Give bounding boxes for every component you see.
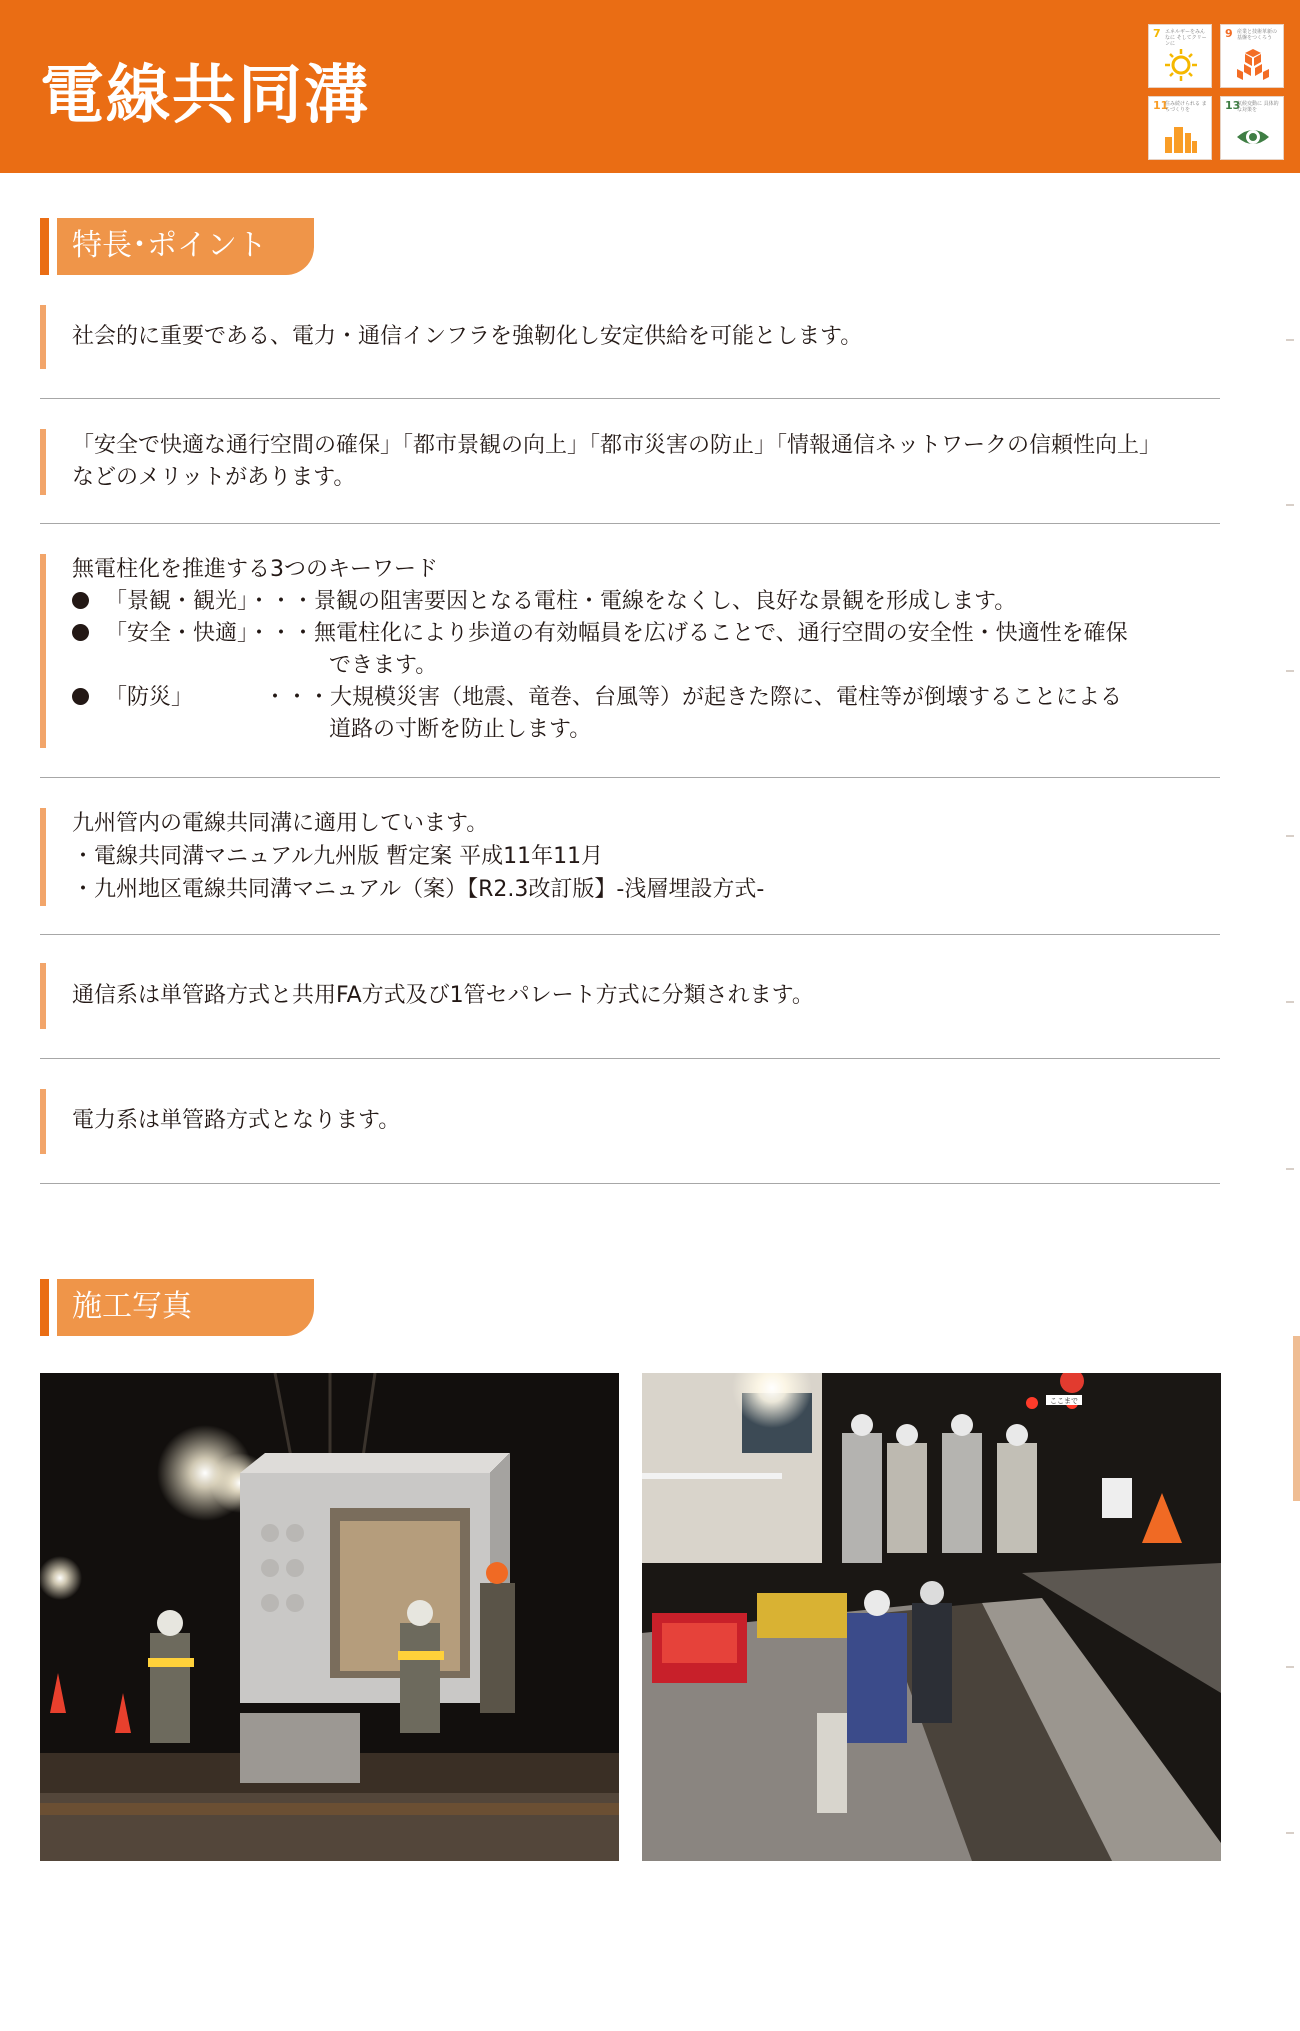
sdg-caption: 住み続けられる まちづくりを	[1165, 101, 1207, 113]
heading-label: 特長･ポイント	[72, 228, 267, 263]
divider	[40, 934, 1220, 935]
feature-item-2	[40, 429, 1220, 495]
sign-text: ここまで	[1050, 1397, 1078, 1405]
keyword-row	[72, 618, 1128, 650]
page-edge-mark	[1286, 504, 1294, 506]
item-text-line-2: ・電線共同溝マニュアル九州版 暫定案 平成11年11月	[72, 844, 604, 869]
divider	[40, 523, 1220, 524]
item-text-line-3: ・九州地区電線共同溝マニュアル（案）【R2.3改訂版】-浅層埋設方式-	[72, 877, 765, 902]
feature-item-1	[40, 305, 1220, 369]
divider	[40, 398, 1220, 399]
sdg-number: 13	[1225, 99, 1241, 112]
bullet-icon	[72, 592, 89, 609]
construction-heading	[40, 1279, 314, 1336]
sdg-badges	[1148, 24, 1284, 162]
keyword-label: 「安全・快適」・・・	[105, 621, 315, 646]
page-edge-mark	[1286, 339, 1294, 341]
divider	[40, 777, 1220, 778]
item-accent-bar	[40, 1089, 46, 1154]
construction-photo-2	[642, 1373, 1221, 1861]
feature-item-3	[40, 554, 1220, 748]
item-accent-bar	[40, 305, 46, 369]
item-text-line-1: 「安全で快適な通行空間の確保」「都市景観の向上」「都市災害の防止」「情報通信ネットワークの信頼性向上」	[72, 433, 1162, 458]
sun-icon	[1163, 47, 1199, 83]
eye-globe-icon	[1235, 119, 1271, 155]
sdg-caption: エネルギーをみんなに そしてクリーンに	[1165, 29, 1207, 47]
page-edge-mark	[1286, 1666, 1294, 1668]
item-text: 電力系は単管路方式となります。	[72, 1108, 401, 1133]
features-heading	[40, 218, 314, 275]
item-accent-bar	[40, 554, 46, 748]
feature-item-6	[40, 1089, 1220, 1154]
keyword-row	[72, 682, 193, 714]
item-text: 社会的に重要である、電力・通信インフラを強靭化し安定供給を可能とします。	[72, 324, 863, 349]
item-accent-bar	[40, 429, 46, 495]
keyword-text: 大規模災害（地震、竜巻、台風等）が起きた際に、電柱等が倒壊することによる	[330, 685, 1123, 710]
keyword-dots: ・・・	[264, 685, 331, 710]
page-edge-mark	[1286, 1168, 1294, 1170]
page-edge-mark	[1286, 1001, 1294, 1003]
page-header	[0, 0, 1300, 173]
keyword-label: 「防災」	[105, 685, 194, 710]
sdg-number: 7	[1153, 27, 1161, 40]
construction-photo-1	[40, 1373, 619, 1861]
feature-item-4	[40, 808, 1220, 906]
sdg-7-badge	[1148, 24, 1212, 88]
sdg-13-badge	[1220, 96, 1284, 160]
sdg-caption: 産業と技術革新の 基盤をつくろう	[1237, 29, 1278, 41]
page-edge-index-tab	[1293, 1336, 1300, 1501]
keyword-row	[72, 586, 1016, 618]
sdg-number: 9	[1225, 27, 1233, 40]
sdg-9-badge	[1220, 24, 1284, 88]
keyword-continuation: できます。	[329, 653, 438, 678]
keyword-row-detail	[264, 682, 1122, 714]
divider	[40, 1058, 1220, 1059]
item-accent-bar	[40, 963, 46, 1029]
cubes-icon	[1235, 47, 1271, 83]
heading-accent-bar	[40, 1279, 49, 1336]
keyword-text: 景観の阻害要因となる電柱・電線をなくし、良好な景観を形成します。	[314, 589, 1017, 614]
keyword-text: 無電柱化により歩道の有効幅員を広げることで、通行空間の安全性・快適性を確保	[314, 621, 1128, 646]
sdg-number: 11	[1153, 99, 1169, 112]
divider	[40, 1183, 1220, 1184]
heading-label: 施工写真	[72, 1289, 192, 1324]
item-text-line-1: 九州管内の電線共同溝に適用しています。	[72, 811, 489, 836]
keyword-continuation: 道路の寸断を防止します。	[329, 717, 592, 742]
sdg-caption: 気候変動に 具体的な対策を	[1237, 101, 1279, 113]
page-title: 電線共同溝	[40, 58, 370, 133]
page-edge-mark	[1286, 835, 1294, 837]
keywords-intro: 無電柱化を推進する3つのキーワード	[72, 557, 438, 582]
keyword-label: 「景観・観光」・・・	[105, 589, 315, 614]
item-text: 通信系は単管路方式と共用FA方式及び1管セパレート方式に分類されます。	[72, 983, 814, 1008]
heading-accent-bar	[40, 218, 49, 275]
bullet-icon	[72, 688, 89, 705]
feature-item-5	[40, 963, 1220, 1029]
item-text-line-2: などのメリットがあります。	[72, 465, 356, 490]
city-icon	[1163, 119, 1199, 155]
bullet-icon	[72, 624, 89, 641]
page-edge-mark	[1286, 670, 1294, 672]
sdg-11-badge	[1148, 96, 1212, 160]
item-accent-bar	[40, 808, 46, 906]
page-edge-mark	[1286, 1832, 1294, 1834]
